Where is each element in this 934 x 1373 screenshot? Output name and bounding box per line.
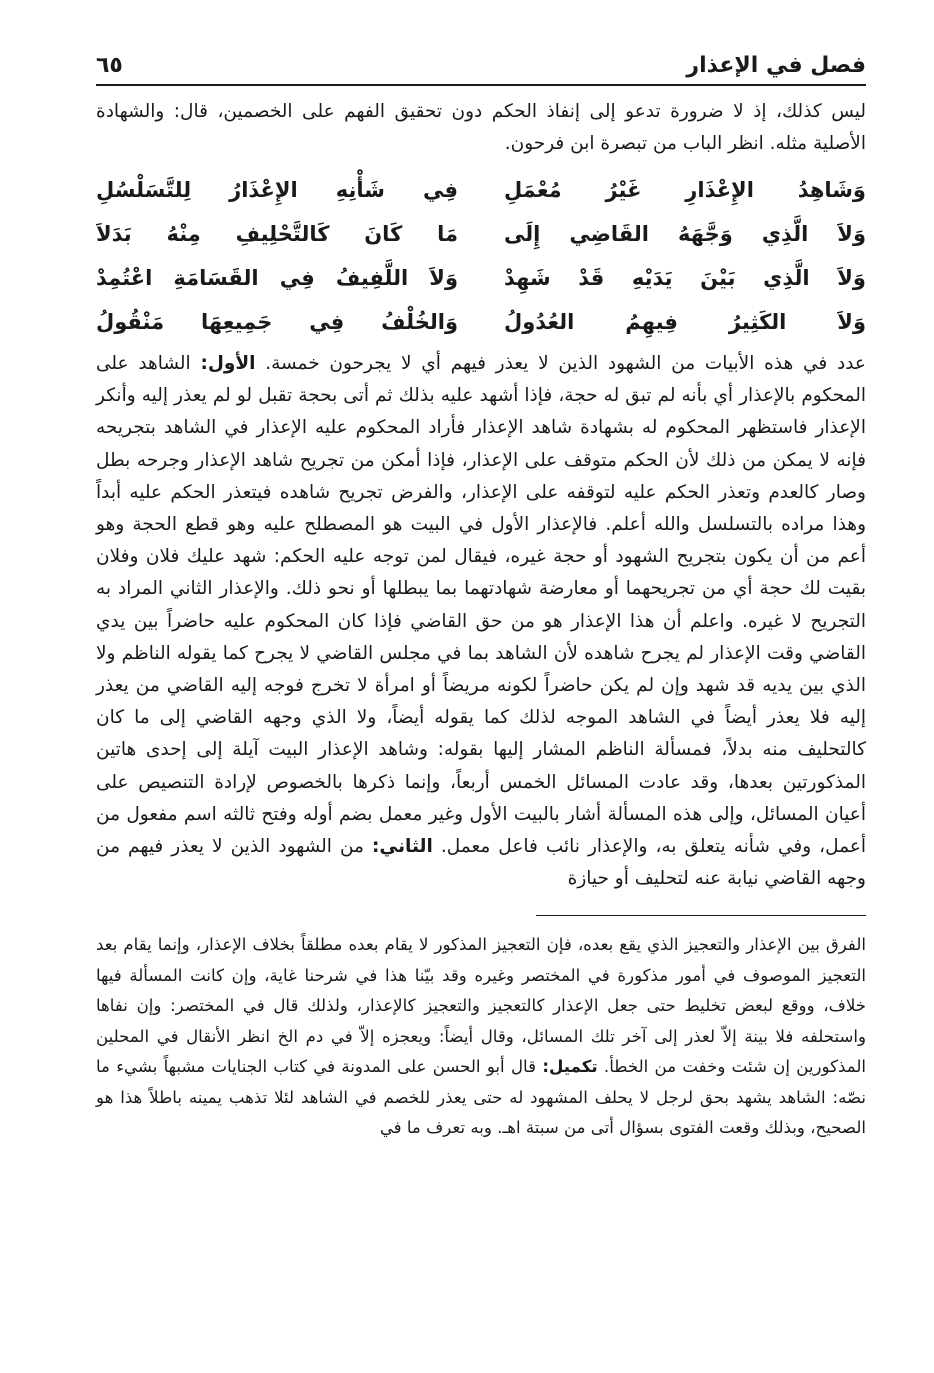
intro-paragraph: ليس كذلك، إذ لا ضرورة تدعو إلى إنفاذ الحكم دون تحقيق الفهم على الخصمين، قال: والشهادة الأصلية مثله. انظر الباب من تبصرة ابن فرحون. bbox=[96, 101, 866, 154]
verse-1-first-hemistich: وَشَاهِدُ الإِعْذَارِ غَيْرُ مُعْمَلِ bbox=[504, 178, 866, 202]
footnote-label-takmil: تكميل: bbox=[542, 1057, 598, 1077]
footnote-paragraph bbox=[96, 930, 866, 1144]
page-number: ٦٥ bbox=[96, 53, 123, 78]
footnote-divider bbox=[536, 915, 866, 916]
commentary-text bbox=[96, 348, 866, 895]
book-page bbox=[96, 40, 866, 1340]
commentary-body: الشاهد على المحكوم بالإعذار أي بأنه لم تبق له حجة، فإذا أشهد عليه بذلك ثم أتى بحجة تقبل لو لم يعذر إليه وأنكر الإعذار فاستظهر المحكوم له بشهادة شاهد الإعذار فأراد المحكوم عليه الإعذار في الشاهد بتجريحه فإنه لا يمكن من ذلك لأن الحكم متوقف على الإعذار، فإذا أمكن من تجريح شاهد الإعذار وجرحه بطل وصار كالعدم وتعذر الحكم عليه لتوقفه على الإعذار، والفرض تجريح شاهده فيتعذر الحكم عليه أبداً وهذا مراده بالتسلسل والله أعلم. فالإعذار الأول في البيت هو المصطلح عليه وهو قطع الحجة وهو أعم من أن يكون بتجريح الشهود أو حجة غيره، فيقال لمن توجه عليه الحكم: شهد عليك فلان وفلان بقيت لك حجة أي من تجريحهما أو معارضة شهادتهما بما يبطلها أو نحو ذلك. والإعذار الثاني المراد به التجريح لا غيره. واعلم أن هذا الإعذار هو من حق القاضي فإذا كان المحكوم عليه حاضراً بين يدي القاضي وقت الإعذار لم يجرح شاهده لأن الشاهد بما في مجلس القاضي لا يجرح كما يقوله الناظم ولا الذي بين يديه قد شهد وإن لم يكن حاضراً لكونه مريضاً أو امرأة لا تخرج فوجه إليه القاضي من يعذر إليه فلا يعذر أيضاً في الشاهد الموجه لذلك كما يقوله أيضاً، ولا الذي وجهه القاضي إلى ما كان كالتحليف منه بدلاً، فمسألة الناظم المشار إليها بقوله: وشاهد الإعذار البيت آيلة إلى إحدى هاتين المذكورتين بعدها، وقد عادت المسائل الخمس أربعاً، وإنما ذكرها بالخصوص لإرادة التنصيص على أعيان المسائل، وإلى هذه المسألة أشار بالبيت الأول وغير معمل بضم أوله وفتح ثالثه اسم مفعول من أعمل، وفي شأنه يتعلق به، والإعذار نائب فاعل معمل. bbox=[96, 353, 867, 858]
poem-block bbox=[96, 168, 866, 344]
verse-1-second-hemistich: فِي شَأْنِهِ الإِعْذَارُ لِلتَّسَلْسُلِ bbox=[96, 178, 458, 202]
verse-3-second-hemistich: وَلاَ اللَّفِيفُ فِي القَسَامَةِ اعْتُمِدْ bbox=[96, 266, 458, 290]
label-second: الثاني: bbox=[371, 836, 433, 858]
verse-4-second-hemistich: وَالخُلْفُ فِي جَمِيعِهَا مَنْقُولُ bbox=[96, 310, 458, 334]
page-header bbox=[96, 40, 866, 86]
footnote-part-1: الفرق بين الإعذار والتعجيز الذي يقع بعده، فإن التعجيز المذكور لا يقام بعده مطلقاً بخلاف الإعذار، وإنما يقام بعد التعجيز الموصوف في أمور مذكورة في المختصر وغيره وقد بيّنا هذا في شرحنا غاية، وإن كانت المسألة فيها خلاف، ووقع لبعض تخليط حتى جعل الإعذار كالتعجيز والتعجيز كالإعذار، ولذلك قال في المختصر: وإن نفاها واستحلفه فلا بينة إلاّ لعذر إلى آخر تلك المسائل، وقال أيضاً: ويعجزه إلاّ في دم الخ انظر الأنقال في المحلين المذكورين إن شئت وخفت من الخطأ. bbox=[96, 935, 867, 1077]
footnote bbox=[96, 930, 866, 1144]
verse-4-first-hemistich: وَلاَ الكَثِيرُ فِيهِمُ العُدُولُ bbox=[504, 310, 866, 334]
label-first: الأول: bbox=[200, 353, 256, 374]
chapter-title: فصل في الإعذار bbox=[686, 53, 866, 78]
verse-2-second-hemistich: مَا كَانَ كَالتَّحْلِيفِ مِنْهُ بَدَلاَ bbox=[96, 222, 458, 246]
verse-2-first-hemistich: وَلاَ الَّذِي وَجَّهَهُ القَاضِي إِلَى bbox=[504, 222, 866, 246]
verse-3-first-hemistich: وَلاَ الَّذِي بَيْنَ يَدَيْهِ قَدْ شَهِدْ bbox=[504, 266, 866, 290]
footnote-part-2: قال أبو الحسن على المدونة في كتاب الجنايات مشبهاً بشيء ما نصّه: الشاهد يشهد بحق لرجل لا يحلف المشهود له حتى يعذر للخصم في الشاهد لئلا تذهب يمينه باطلاً هذا هو الصحيح، وبذلك وقعت الفتوى بسؤال أتى من سبتة اهـ. وبه تعرف ما في bbox=[96, 1057, 866, 1138]
commentary-opening: عدد في هذه الأبيات من الشهود الذين لا يعذر فيهم أي لا يجرحون خمسة. bbox=[265, 353, 866, 374]
commentary-paragraph bbox=[96, 348, 866, 895]
commentary-tail: من الشهود الذين لا يعذر فيهم من وجهه القاضي نيابة عنه لتحليف أو حيازة bbox=[96, 836, 866, 890]
